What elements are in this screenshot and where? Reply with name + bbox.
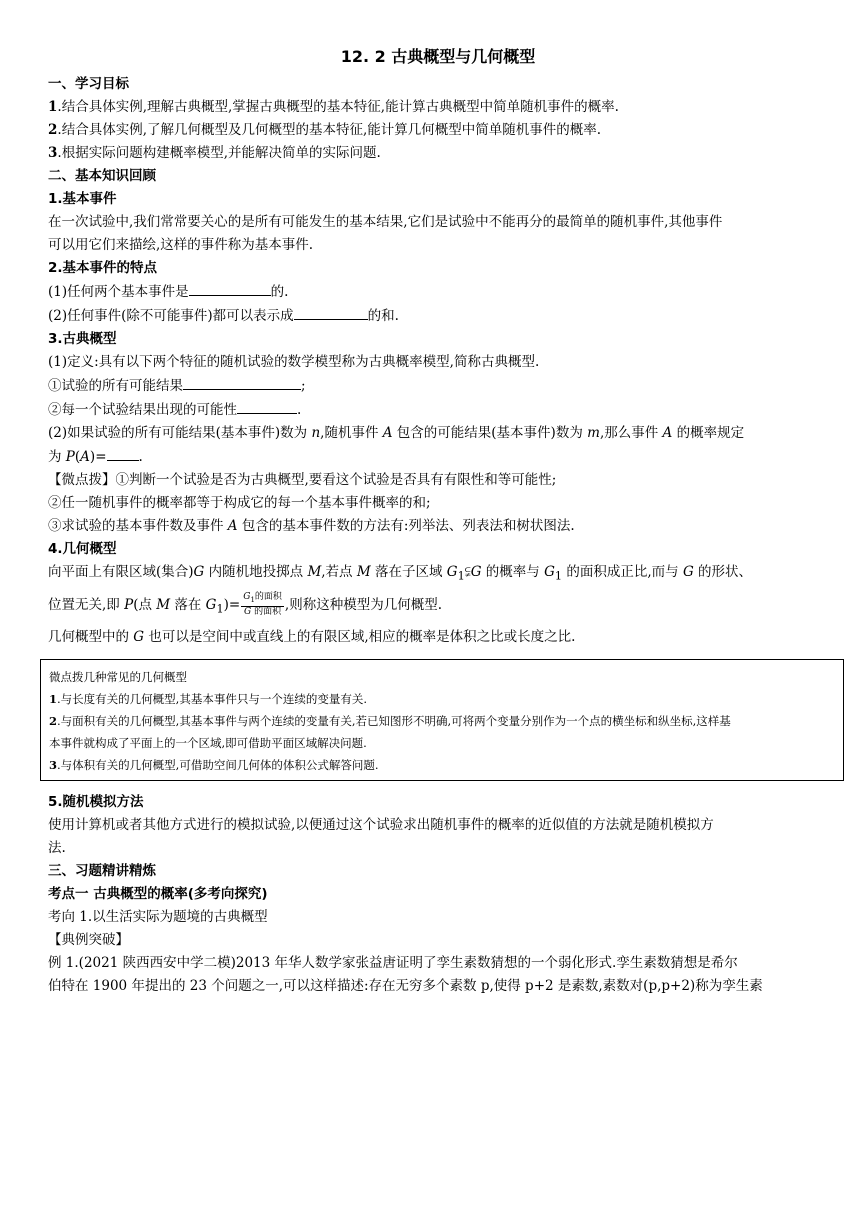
text-fragment: )=	[223, 596, 241, 613]
text-fragment: 向平面上有限区域(集合)	[48, 564, 194, 580]
text-fragment: 也可以是空间中或直线上的有限区域,相应的概率是体积之比或长度之比.	[144, 629, 576, 646]
text-fragment: 包含的可能结果(基本事件)数为	[392, 425, 588, 441]
tip-box-item	[49, 710, 835, 732]
goal-text: .根据实际问题构建概率模型,并能解决简单的实际问题.	[57, 145, 381, 161]
math-var: G	[205, 596, 217, 613]
math-var: G	[244, 607, 252, 618]
text-fragment: 落在子区域	[370, 564, 447, 580]
tip-box-text: .与长度有关的几何概型,其基本事件只与一个连续的变量有关.	[57, 692, 367, 707]
goal-number: 1	[48, 99, 58, 115]
math-symbol: ⫋	[464, 564, 471, 580]
text-fragment: .	[297, 402, 302, 418]
topic-heading: 考点一 古典概型的概率(多考向探究)	[48, 886, 268, 903]
text-fragment: (1)任何两个基本事件是	[48, 284, 189, 300]
tip-box-number: 1	[49, 692, 58, 707]
text-fragment: ,随机事件	[320, 425, 383, 441]
fill-blank	[237, 398, 297, 414]
geometric-line-2	[48, 588, 828, 627]
math-var: P	[124, 596, 134, 613]
geometric-line-1	[48, 561, 828, 588]
fraction-denominator	[242, 607, 283, 618]
math-var: G	[243, 592, 251, 603]
text-fragment: (	[74, 449, 81, 465]
classical-feature-1	[48, 374, 828, 398]
text-fragment: ,则称这种模型为几何概型.	[284, 596, 443, 613]
math-subscript: 1	[554, 569, 563, 583]
geometric-line-3	[48, 626, 828, 649]
text-fragment: (2)如果试验的所有可能结果(基本事件)数为	[48, 425, 312, 441]
text-fragment: 的概率与	[481, 564, 545, 580]
fill-blank	[189, 280, 271, 296]
example-1-line-2: 伯特在 1900 年提出的 23 个问题之一,可以这样描述:存在无穷多个素数 p,使得 p+2 是素数,素数对(p,p+2)称为孪生素	[48, 978, 763, 995]
math-var: G	[193, 564, 205, 580]
text-fragment: 的面积	[251, 607, 282, 618]
tip-box-text: 本事件就构成了平面上的一个区域,即可借助平面区域解决问题.	[49, 736, 367, 751]
text-fragment: 落在	[170, 596, 206, 613]
text-fragment: ①试验的所有可能结果	[48, 378, 183, 394]
math-var: A	[662, 425, 673, 441]
math-var: G	[470, 564, 482, 580]
topic-direction: 考向 1.以生活实际为题境的古典概型	[48, 909, 268, 926]
subheading-basic-event: 1.基本事件	[48, 191, 117, 207]
text-fragment: ;	[301, 378, 306, 394]
section-heading-exercises: 三、习题精讲精炼	[48, 863, 156, 880]
classical-formula-line1	[48, 422, 828, 445]
goal-number: 2	[48, 122, 58, 138]
text-fragment: .	[138, 449, 143, 465]
tip-box-item	[49, 732, 835, 754]
typical-example-label: 【典例突破】	[48, 932, 129, 949]
section-heading-review: 二、基本知识回顾	[48, 168, 156, 184]
math-subscript: 1	[216, 602, 224, 616]
text-fragment: (点	[133, 596, 157, 613]
tip-box-text: .与体积有关的几何概型,可借助空间几何体的体积公式解答问题.	[57, 758, 379, 773]
text-fragment: ③求试验的基本事件数及事件	[48, 518, 228, 534]
tip-box-item	[49, 688, 835, 710]
simulation-line-1: 使用计算机或者其他方式进行的模拟试验,以便通过这个试验求出随机事件的概率的近似值的方法就是随机模拟方	[48, 817, 714, 834]
goal-text: .结合具体实例,了解几何概型及几何概型的基本特征,能计算几何概型中简单随机事件的概率.	[57, 122, 602, 138]
tip-line-3	[48, 515, 828, 538]
text-fragment: (2)任何事件(除不可能事件)都可以表示成	[48, 308, 294, 324]
text-fragment: ,那么事件	[599, 425, 663, 441]
goal-number: 3	[48, 145, 58, 161]
math-subscript: 1	[457, 569, 465, 583]
tip-box-title: 微点拨几种常见的几何概型	[49, 670, 187, 685]
text-fragment: 几何概型中的	[48, 629, 134, 646]
subheading-classical-model: 3.古典概型	[48, 331, 117, 347]
tip-line-2: ②任一随机事件的概率都等于构成它的每一个基本事件概率的和;	[48, 495, 431, 511]
fill-blank	[107, 445, 139, 461]
document-page	[48, 44, 828, 998]
fill-blank	[294, 304, 368, 320]
math-var: G	[682, 564, 694, 580]
text-fragment: 的和.	[367, 308, 399, 324]
fill-blank	[183, 374, 301, 390]
classical-feature-2	[48, 398, 828, 422]
feature-line-1	[48, 280, 828, 304]
goal-item	[48, 142, 828, 165]
goal-item	[48, 96, 828, 119]
text-fragment: 的面积	[254, 592, 282, 603]
text-fragment: ②每一个试验结果出现的可能性	[48, 402, 237, 418]
math-var: M	[156, 596, 171, 613]
math-var: M	[307, 564, 322, 580]
text-fragment: 位置无关,即	[48, 596, 125, 613]
subheading-basic-event-features: 2.基本事件的特点	[48, 260, 158, 276]
page-title: 12. 2 古典概型与几何概型	[340, 47, 536, 66]
text-fragment: 的概率规定	[672, 425, 745, 441]
text-fragment: 的面积成正比,而与	[562, 564, 683, 580]
math-var: P	[65, 449, 75, 465]
text-fragment: 内随机地投掷点	[204, 564, 308, 580]
subheading-geometric-model: 4.几何概型	[48, 541, 117, 557]
math-var: A	[80, 449, 90, 465]
paragraph-basic-event-line1: 在一次试验中,我们常常要关心的是所有可能发生的基本结果,它们是试验中不能再分的最简单的随机事件,其他事件	[48, 214, 723, 230]
subheading-random-simulation: 5.随机模拟方法	[48, 794, 144, 811]
tip-box-number: 2	[49, 714, 58, 729]
math-subscript: 1	[250, 596, 255, 605]
text-fragment: )=	[89, 449, 107, 465]
tip-box-text: .与面积有关的几何概型,其基本事件与两个连续的变量有关,若已知图形不明确,可将两个变量分别作为一个点的横坐标和纵坐标,这样基	[57, 714, 731, 729]
math-var: A	[382, 425, 393, 441]
paragraph-basic-event-line2: 可以用它们来描绘,这样的事件称为基本事件.	[48, 237, 314, 253]
simulation-line-2: 法.	[48, 840, 66, 857]
tip-box-item	[49, 754, 835, 776]
math-var: G	[133, 629, 145, 646]
fraction-numerator	[241, 592, 284, 607]
classical-definition: (1)定义:具有以下两个特征的随机试验的数学模型称为古典概率模型,简称古典概型.	[48, 354, 540, 370]
goal-item	[48, 119, 828, 142]
text-fragment: 包含的基本事件数的方法有:列举法、列表法和树状图法.	[237, 518, 575, 534]
text-fragment: 的形状、	[693, 564, 753, 580]
tip-box	[40, 659, 844, 781]
math-var: G	[544, 564, 555, 580]
tip-line-1: 【微点拨】①判断一个试验是否为古典概型,要看这个试验是否具有有限性和等可能性;	[48, 472, 557, 488]
section-heading-goals: 一、学习目标	[48, 76, 129, 92]
feature-line-2	[48, 304, 828, 328]
area-ratio-fraction	[241, 592, 284, 618]
math-var: m	[587, 425, 600, 441]
math-var: A	[227, 518, 238, 534]
math-var: M	[356, 564, 371, 580]
text-fragment: 的.	[270, 284, 289, 300]
tip-box-number: 3	[49, 758, 58, 773]
math-var: G	[446, 564, 458, 580]
math-var: n	[311, 425, 321, 441]
classical-formula-line2	[48, 445, 828, 469]
text-fragment: ,若点	[321, 564, 357, 580]
example-1-line-1: 例 1.(2021 陕西西安中学二模)2013 年华人数学家张益唐证明了孪生素数猜想的一个弱化形式.孪生素数猜想是希尔	[48, 955, 738, 972]
goal-text: .结合具体实例,理解古典概型,掌握古典概型的基本特征,能计算古典概型中简单随机事件的概率.	[57, 99, 619, 115]
text-fragment: 为	[48, 449, 66, 465]
